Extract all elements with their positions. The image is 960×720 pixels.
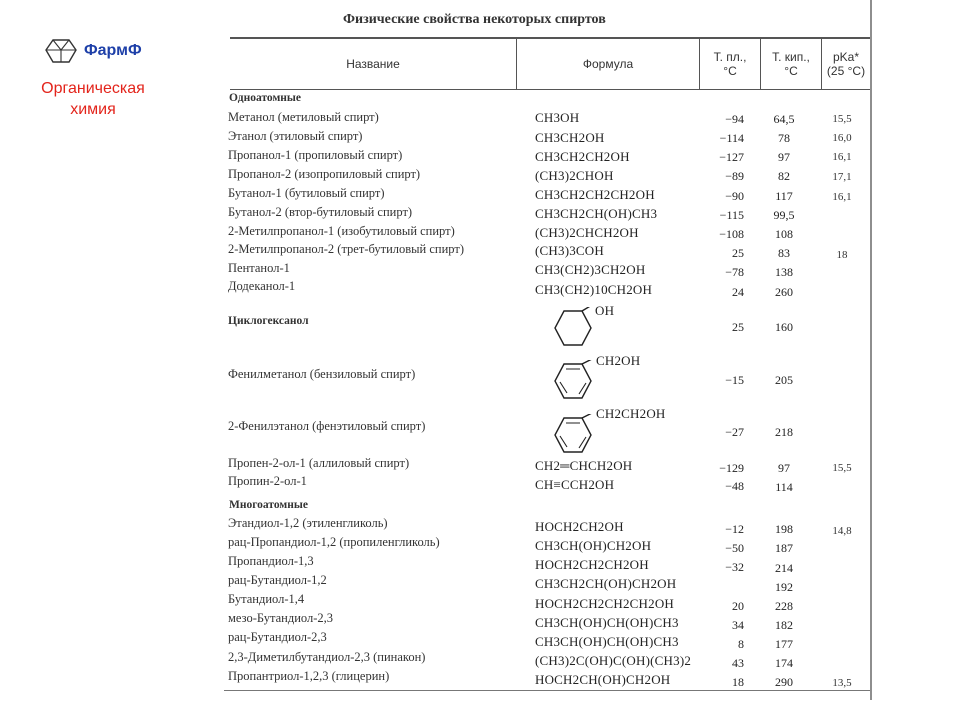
row-name: Пропандиол-1,3 <box>228 554 314 568</box>
table-caption: Физические свойства некоторых спиртов <box>343 12 606 27</box>
row-name: Метанол (метиловый спирт) <box>228 110 379 124</box>
row-mp: −78 <box>725 265 744 279</box>
row-bp: 182 <box>775 618 793 632</box>
row-formula: CH≡CCH2OH <box>535 477 615 492</box>
row-bp: 205 <box>775 373 793 387</box>
scanned-page <box>212 0 872 700</box>
row-name: Пропанол-2 (изопропиловый спирт) <box>228 167 421 181</box>
row-name: Пропантриол-1,2,3 (глицерин) <box>228 669 390 683</box>
row-mp: −108 <box>719 227 744 241</box>
header-pka <box>822 39 870 89</box>
header-name: Название <box>346 57 400 71</box>
row-bp: 78 <box>778 131 790 145</box>
row-mp: −89 <box>725 169 744 183</box>
row-mp: −129 <box>719 461 744 475</box>
row-pka: 17,1 <box>832 171 852 183</box>
section-monohydric: Одноатомные <box>229 92 302 104</box>
row-mp: −48 <box>725 479 744 493</box>
row-formula: CH3CH(OH)CH(OH)CH3 <box>535 634 679 649</box>
row-bp: 99,5 <box>773 208 795 222</box>
row-name: рац-Бутандиол-2,3 <box>228 630 327 644</box>
row-name: Этандиол-1,2 (этиленгликоль) <box>228 516 388 530</box>
row-formula: HOCH2CH(OH)CH2OH <box>535 672 671 687</box>
header-pka-line2: (25 °С) <box>826 64 866 78</box>
row-formula: HOCH2CH2CH2OH <box>535 557 649 572</box>
row-formula: CH3OH <box>535 110 580 125</box>
row-formula: CH3CH(OH)CH2OH <box>535 538 652 553</box>
row-bp: 218 <box>775 425 793 439</box>
row-bp: 174 <box>775 656 793 670</box>
row-pka: 13,5 <box>832 677 852 689</box>
row-mp: 34 <box>732 618 744 632</box>
row-mp: 24 <box>732 285 744 299</box>
row-mp: −114 <box>719 131 744 145</box>
row-name: 2-Метилпропанол-2 (трет-бутиловый спирт) <box>228 242 465 256</box>
header-mp-line1: Т. пл., <box>713 50 747 64</box>
benzene-ring-icon <box>542 414 604 458</box>
row-bp: 177 <box>775 637 793 651</box>
row-name: Пропанол-1 (пропиловый спирт) <box>228 148 403 162</box>
row-formula: (CH3)2CHCH2OH <box>535 225 639 240</box>
row-name: Бутанол-1 (бутиловый спирт) <box>228 186 385 200</box>
brand-logo-row <box>44 38 208 64</box>
header-pka-line1: pKa* <box>832 50 860 64</box>
row-bp: 83 <box>778 246 790 260</box>
row-name: 2-Фенилэтанол (фенэтиловый спирт) <box>228 419 426 433</box>
row-formula: CH3(CH2)3CH2OH <box>535 262 646 277</box>
page-right-edge <box>870 0 872 700</box>
row-name: Пентанол-1 <box>228 261 290 275</box>
row-pka: 15,5 <box>832 462 852 474</box>
row-bp: 114 <box>775 480 793 494</box>
row-name: мезо-Бутандиол-2,3 <box>228 611 334 625</box>
row-formula: CH3(CH2)10CH2OH <box>535 282 653 297</box>
row-formula: CH2═CHCH2OH <box>535 458 633 473</box>
header-bottom-rule <box>230 89 870 90</box>
row-mp: 20 <box>732 599 744 613</box>
row-name: рац-Пропандиол-1,2 (пропиленгликоль) <box>228 535 440 549</box>
row-bp: 117 <box>775 189 793 203</box>
row-mp: 8 <box>738 637 744 651</box>
row-pka: 16,1 <box>832 191 852 203</box>
row-name: 2-Метилпропанол-1 (изобутиловый спирт) <box>228 224 455 238</box>
table-bottom-rule <box>224 690 870 691</box>
benzene-ring-icon <box>542 360 604 404</box>
row-name: Додеканол-1 <box>228 279 296 293</box>
header-bp-line2: °С <box>784 64 798 78</box>
row-formula: CH3CH2CH(OH)CH2OH <box>535 576 677 591</box>
brand-subtitle <box>18 78 168 120</box>
header-boiling-point <box>761 39 821 89</box>
row-mp: −15 <box>725 373 744 387</box>
row-mp: 25 <box>732 246 744 260</box>
row-name: рац-Бутандиол-1,2 <box>228 573 327 587</box>
row-name: Фенилметанол (бензиловый спирт) <box>228 367 416 381</box>
row-formula: CH3CH2CH2OH <box>535 149 630 164</box>
row-mp: 25 <box>732 320 744 334</box>
row-bp: 160 <box>775 320 793 334</box>
row-formula: (CH3)2CHOH <box>535 168 614 183</box>
header-bp-line1: Т. кип., <box>772 50 810 64</box>
row-mp: 43 <box>732 656 744 670</box>
brand-block <box>18 38 208 120</box>
row-formula: CH2OH <box>596 353 641 368</box>
section-polyhydric: Многоатомные <box>229 499 308 511</box>
row-formula: CH3CH2CH2CH2OH <box>535 187 655 202</box>
row-pka: 15,5 <box>832 113 852 125</box>
row-bp: 187 <box>775 541 793 555</box>
row-name: Бутандиол-1,4 <box>228 592 305 606</box>
brand-subtitle-line-1: Органическая <box>41 80 145 97</box>
row-formula: CH2CH2OH <box>596 406 666 421</box>
row-bp: 108 <box>775 227 793 241</box>
row-pka: 16,0 <box>832 132 852 144</box>
row-name: Циклогексанол <box>228 315 309 327</box>
row-mp: −94 <box>725 112 744 126</box>
row-bp: 138 <box>775 265 793 279</box>
row-formula: OH <box>595 303 615 318</box>
row-name: 2,3-Диметилбутандиол-2,3 (пинакон) <box>228 650 426 664</box>
row-bp: 228 <box>775 599 793 613</box>
row-bp: 214 <box>775 561 793 575</box>
row-name: Пропен-2-ол-1 (аллиловый спирт) <box>228 456 410 470</box>
row-formula: (CH3)3COH <box>535 243 604 258</box>
header-formula: Формула <box>582 57 634 71</box>
brand-subtitle-line-2: химия <box>70 101 116 118</box>
row-name: Бутанол-2 (втор-бутиловый спирт) <box>228 205 413 219</box>
row-bp: 97 <box>778 461 790 475</box>
row-bp: 82 <box>778 169 790 183</box>
row-bp: 97 <box>778 150 790 164</box>
row-formula: CH3CH2OH <box>535 130 605 145</box>
header-mp-line2: °С <box>723 64 737 78</box>
row-bp: 192 <box>775 580 793 594</box>
header-melting-point <box>700 39 760 89</box>
row-mp: 18 <box>732 675 744 689</box>
row-mp: −27 <box>725 425 744 439</box>
row-formula: HOCH2CH2CH2CH2OH <box>535 596 674 611</box>
row-bp: 260 <box>775 285 793 299</box>
row-pka: 18 <box>836 249 848 261</box>
row-name: Этанол (этиловый спирт) <box>228 129 363 143</box>
row-formula: CH3CH2CH(OH)CH3 <box>535 206 658 221</box>
row-mp: −32 <box>725 560 744 574</box>
brand-name: ФармФ <box>84 42 142 59</box>
row-bp: 198 <box>775 522 793 536</box>
row-formula: HOCH2CH2OH <box>535 519 624 534</box>
row-mp: −12 <box>725 522 744 536</box>
row-bp: 290 <box>775 675 793 689</box>
row-mp: −127 <box>719 150 744 164</box>
row-formula: CH3CH(OH)CH(OH)CH3 <box>535 615 679 630</box>
row-name: Пропин-2-ол-1 <box>228 474 307 488</box>
row-formula: (CH3)2C(OH)C(OH)(CH3)2 <box>535 653 692 668</box>
adamantane-logo-icon <box>44 38 78 64</box>
row-mp: −90 <box>725 189 744 203</box>
row-mp: −115 <box>719 208 744 222</box>
row-pka: 16,1 <box>832 151 852 163</box>
row-pka: 14,8 <box>832 525 852 537</box>
row-bp: 64,5 <box>773 112 795 126</box>
row-mp: −50 <box>725 541 744 555</box>
